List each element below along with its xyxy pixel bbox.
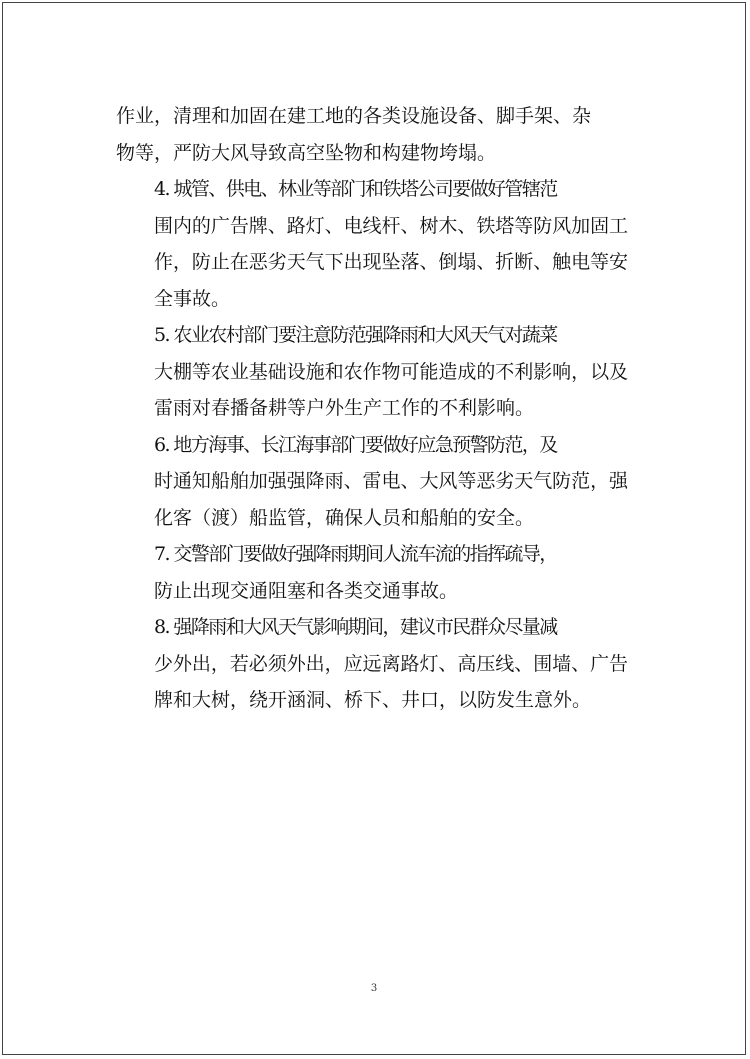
- text-line: 时通知船舶加强强降雨、雷电、大风等恶劣天气防范，强: [154, 470, 629, 492]
- text-line: 5. 农业农村部门要注意防范强降雨和大风天气对蔬菜: [154, 324, 557, 346]
- text-line: 作，防止在恶劣天气下出现坠落、倒塌、折断、触电等安: [154, 251, 629, 273]
- text-line: 化客（渡）船监管，确保人员和船舶的安全。: [154, 506, 535, 529]
- text-line: 雷雨对春播备耕等户外生产工作的不利影响。: [154, 397, 535, 419]
- text-line: 全事故。: [154, 287, 231, 310]
- document-body: [116, 98, 628, 719]
- paragraph-item-6: [116, 427, 628, 537]
- text-line: 牌和大树，绕开涵洞、桥下、井口，以防发生意外。: [154, 689, 592, 711]
- paragraph-continuation: [116, 98, 628, 171]
- text-line: 围内的广告牌、路灯、电线杆、树木、铁塔等防风加固工: [154, 214, 629, 237]
- text-line: 8. 强降雨和大风天气影响期间，建议市民群众尽量减: [154, 616, 557, 638]
- paragraph-item-7: [116, 536, 628, 609]
- text-line: 物等，严防大风导致高空坠物和构建物垮塌。: [116, 141, 497, 164]
- paragraph-item-4: [116, 171, 628, 317]
- text-line: 防止出现交通阻塞和各类交通事故。: [154, 579, 459, 602]
- text-line: 大棚等农业基础设施和农作物可能造成的不利影响，以及: [154, 360, 629, 383]
- paragraph-item-8: [116, 609, 628, 719]
- text-line: 作业，清理和加固在建工地的各类设施设备、脚手架、杂: [116, 105, 592, 127]
- text-line: 7. 交警部门要做好强降雨期间人流车流的指挥疏导，: [154, 543, 557, 565]
- text-line: 6. 地方海事、长江海事部门要做好应急预警防范，及: [154, 433, 557, 456]
- document-page: [2, 2, 746, 1055]
- text-line: 4. 城管、供电、林业等部门和铁塔公司要做好管辖范: [154, 178, 557, 200]
- text-line: 少外出，若必须外出，应远离路灯、高压线、围墙、广告: [154, 652, 629, 675]
- paragraph-item-5: [116, 317, 628, 427]
- page-number: 3: [370, 983, 378, 994]
